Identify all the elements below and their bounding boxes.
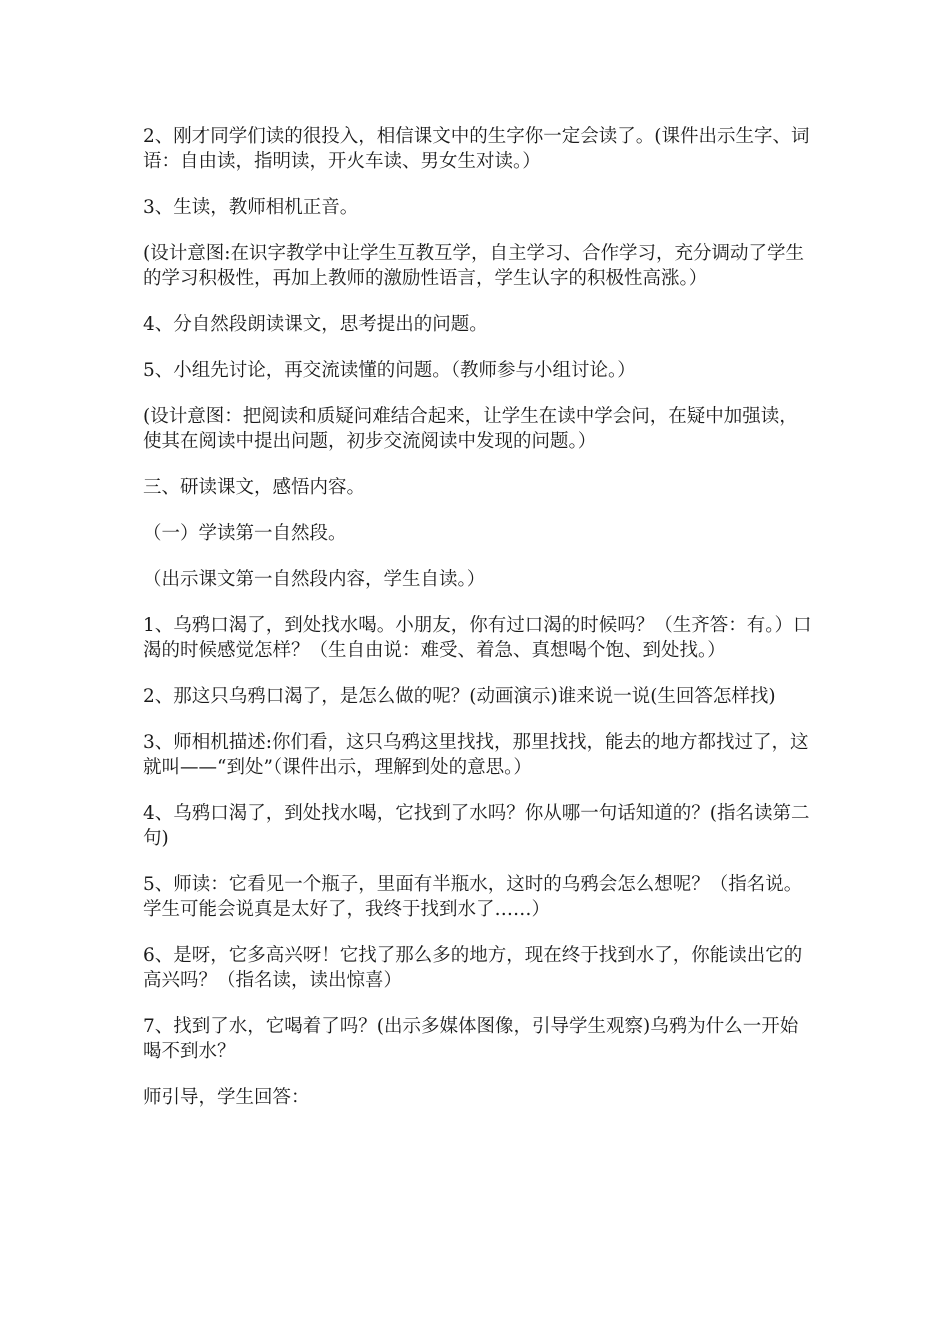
paragraph-2: 3、生读，教师相机正音。 — [143, 197, 359, 218]
paragraph-10: 1、乌鸦口渴了，到处找水喝。小朋友，你有过口渴的时候吗？（生齐答：有。）口渴的时候感觉怎样？（生自由说：难受、着急、真想喝个饱、到处找。） — [143, 615, 812, 661]
paragraph-3: (设计意图:在识字教学中让学生互教互学，自主学习、合作学习，充分调动了学生的学习积极性，再加上教师的激励性语言，学生认字的积极性高涨。） — [143, 243, 804, 289]
subsection-heading-1: （一）学读第一自然段。 — [143, 523, 347, 544]
paragraph-5: 5、小组先讨论，再交流读懂的问题。（教师参与小组讨论。） — [143, 360, 636, 381]
paragraph-11: 2、那这只乌鸦口渴了，是怎么做的呢？(动画演示)谁来说一说(生回答怎样找) — [143, 686, 776, 707]
paragraph-12: 3、师相机描述:你们看，这只乌鸦这里找找，那里找找，能去的地方都找过了，这就叫——“到处”（课件出示，理解到处的意思。） — [143, 732, 809, 778]
paragraph-13: 4、乌鸦口渴了，到处找水喝，它找到了水吗？你从哪一句话知道的？(指名读第二句) — [143, 803, 810, 849]
paragraph-1: 2、刚才同学们读的很投入，相信课文中的生字你一定会读了。(课件出示生字、词语：自由读，指明读，开火车读、男女生对读。） — [143, 126, 810, 172]
paragraph-17: 师引导，学生回答： — [143, 1087, 310, 1108]
paragraph-15: 6、是呀，它多高兴呀！它找了那么多的地方，现在终于找到水了，你能读出它的高兴吗？（指名读，读出惊喜） — [143, 945, 803, 991]
paragraph-6: (设计意图：把阅读和质疑问难结合起来，让学生在读中学会问，在疑中加强读，使其在阅读中提出问题，初步交流阅读中发现的问题。） — [143, 406, 798, 452]
paragraph-14: 5、师读：它看见一个瓶子，里面有半瓶水，这时的乌鸦会怎么想呢？（指名说。学生可能会说真是太好了，我终于找到水了……） — [143, 874, 803, 920]
section-heading-3: 三、研读课文，感悟内容。 — [143, 477, 366, 498]
paragraph-9: （出示课文第一自然段内容，学生自读。） — [143, 569, 486, 590]
document-body — [143, 124, 815, 1131]
paragraph-16: 7、找到了水，它喝着了吗？(出示多媒体图像，引导学生观察)乌鸦为什么一开始喝不到水？ — [143, 1016, 799, 1062]
paragraph-4: 4、分自然段朗读课文，思考提出的问题。 — [143, 314, 488, 335]
